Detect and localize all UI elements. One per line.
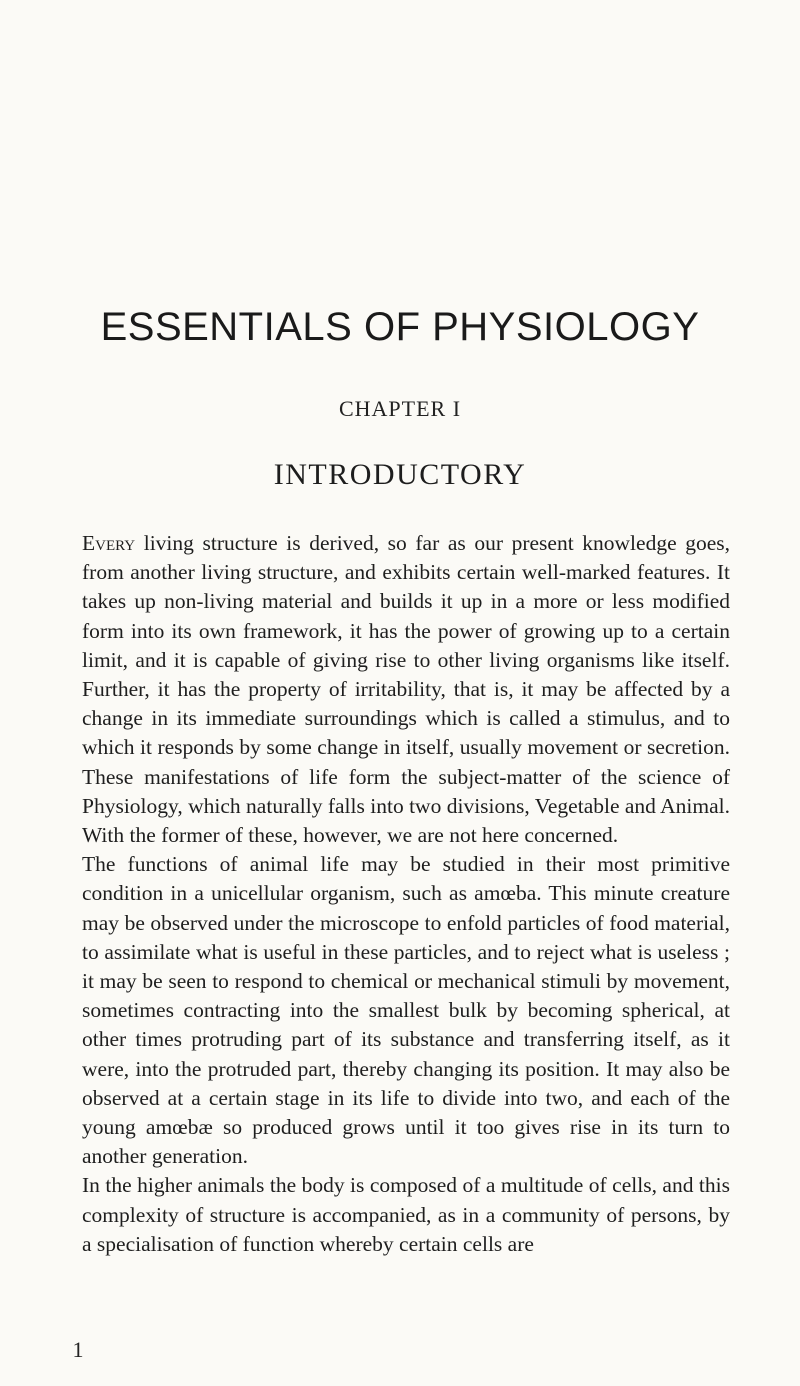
paragraph-text: living structure is derived, so far as our present knowledge goes, from another living structure, and exhibits certain well-marked features. It takes up non-living material and builds it up in a more or less modified form into its own framework, it has the power of growing up to a certain limit, and it is capable of giving rise to other living organisms like itself. Further, it has the property of irritability, that is, it may be affected by a change in its immediate surroundings which is called a stimulus, and to which it responds by some change in itself, usually movement or secretion. These manifestations of life form the subject-matter of the science of Physiology, which naturally falls into two divisions, Vegetable and Animal. With the former of these, however, we are not here concerned. bbox=[82, 531, 730, 848]
chapter-label: CHAPTER I bbox=[338, 396, 462, 421]
paragraph-1 bbox=[82, 529, 730, 850]
paragraph-lead-word: Every bbox=[82, 531, 136, 555]
chapter-title: INTRODUCTORY bbox=[273, 458, 527, 491]
paragraph-text: The functions of animal life may be studied in their most primitive condition in a unicellular organism, such as amœba. This minute creature may be observed under the microscope to enfold particles of food material, to assimilate what is useful in these particles, and to reject what is useless ; it may be seen to respond to chemical or mechanical stimuli by movement, sometimes contracting into the smallest bulk by becoming spherical, at other times protruding part of its substance and transferring itself, as it were, into the protruded part, thereby changing its position. It may also be observed at a certain stage in its life to divide into two, and each of the young amœbæ so produced grows until it too gives rise in its turn to another generation. bbox=[82, 852, 730, 1169]
paragraph-2 bbox=[82, 850, 730, 1171]
paragraph-text: In the higher animals the body is composed of a multitude of cells, and this complexity of structure is accompanied, as in a community of persons, by a specialisation of function whereby certain cells are bbox=[82, 1173, 730, 1256]
book-title: ESSENTIALS OF PHYSIOLOGY bbox=[100, 305, 700, 349]
page-number: 1 bbox=[72, 1337, 84, 1362]
paragraph-3 bbox=[82, 1171, 730, 1259]
body-text bbox=[82, 529, 730, 1259]
